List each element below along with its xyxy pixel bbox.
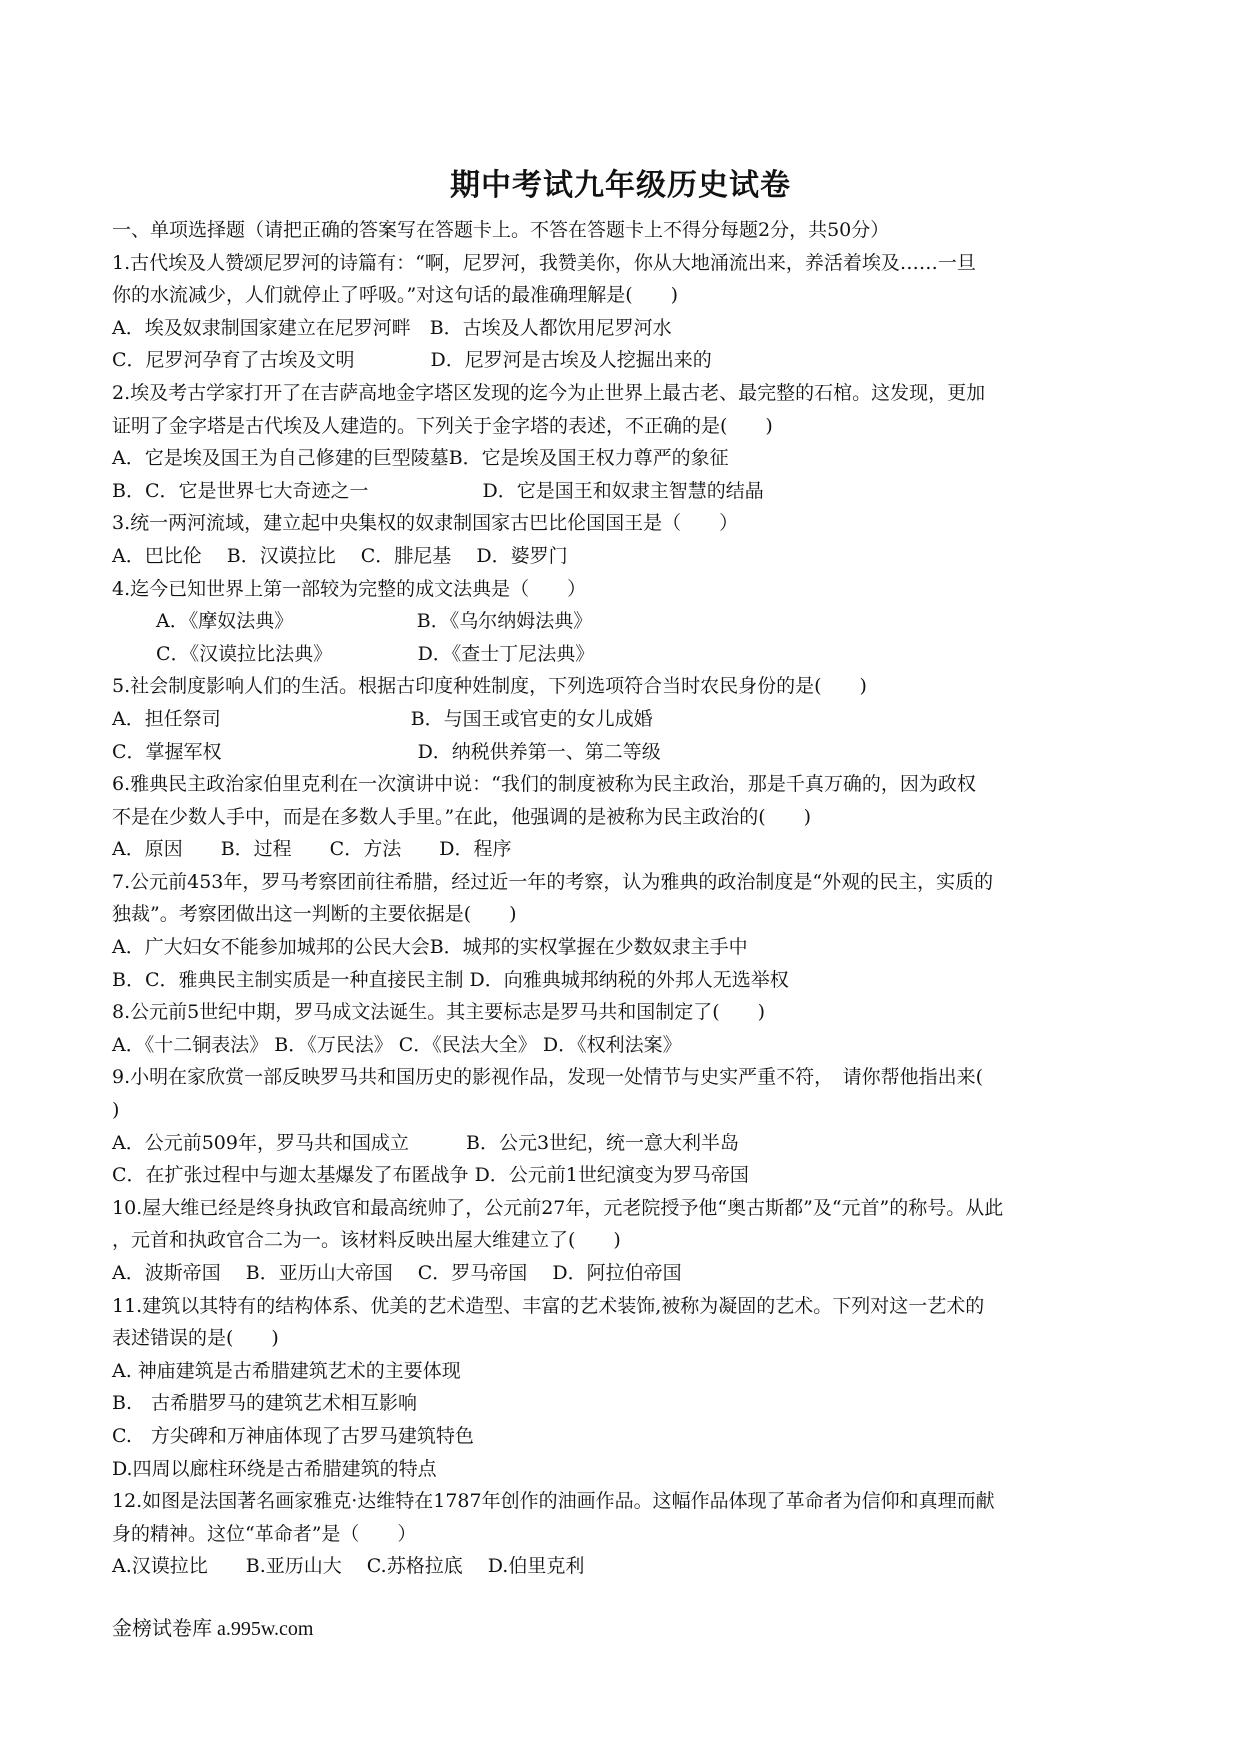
text-line: D.四周以廊柱环绕是古希腊建筑的特点 [112,1457,437,1480]
text-line: A. 神庙建筑是古希腊建筑艺术的主要体现 [112,1359,461,1382]
text-line: 6.雅典民主政治家伯里克利在一次演讲中说：“我们的制度被称为民主政治，那是千真万确的，因为政权 [112,773,976,796]
text-line: 独裁”。考察团做出这一判断的主要依据是( ) [112,903,517,926]
text-line: 4.迄今已知世界上第一部较为完整的成文法典是（ ） [112,577,587,600]
text-line: 8.公元前5世纪中期，罗马成文法诞生。其主要标志是罗马共和国制定了( ) [112,1001,766,1024]
question-lines [112,247,1132,1583]
text-line: 3.统一两河流域，建立起中央集权的奴隶制国家古巴比伦国国王是（ ） [112,512,739,535]
text-line: A．原因 B．过程 C．方法 D．程序 [112,838,512,861]
text-line: A．担任祭司 B．与国王或官吏的女儿成婚 [112,707,653,730]
text-line: C．掌握军权 D．纳税供养第一、第二等级 [112,740,661,763]
text-line: B. 古希腊罗马的建筑艺术相互影响 [112,1392,418,1415]
text-line: C．《汉谟拉比法典》 D．《查士丁尼法典》 [112,642,595,665]
text-line: 9.小明在家欣赏一部反映罗马共和国历史的影视作品，发现一处情节与史实严重不符， 请你帮他指出来( [112,1066,984,1089]
text-line: ) [112,1099,120,1122]
text-line: 10.屋大维已经是终身执政官和最高统帅了，公元前27年，元老院授予他“奥古斯都”及“元首”的称号。从此 [112,1196,1004,1219]
exam-content [112,214,1132,1583]
page-title: 期中考试九年级历史试卷 [450,168,791,203]
text-line: A．《摩奴法典》 B．《乌尔纳姆法典》 [112,610,593,633]
text-line: A．广大妇女不能参加城邦的公民大会B．城邦的实权掌握在少数奴隶主手中 [112,936,748,959]
text-line: C. 方尖碑和万神庙体现了古罗马建筑特色 [112,1424,474,1447]
text-line: 2.埃及考古学家打开了在吉萨高地金字塔区发现的迄今为止世界上最古老、最完整的石棺。这发现，更加 [112,381,986,404]
text-line: A．埃及奴隶制国家建立在尼罗河畔 B．古埃及人都饮用尼罗河水 [112,316,672,339]
text-line: B．C．雅典民主制实质是一种直接民主制 D．向雅典城邦纳税的外邦人无选举权 [112,968,789,991]
text-line: A．公元前509年，罗马共和国成立 B．公元3世纪，统一意大利半岛 [112,1131,740,1154]
text-line: A．它是埃及国王为自己修建的巨型陵墓B．它是埃及国王权力尊严的象征 [112,447,729,470]
text-line: A．波斯帝国 B．亚历山大帝国 C．罗马帝国 D．阿拉伯帝国 [112,1262,682,1284]
text-line: A．巴比伦 B．汉谟拉比 C．腓尼基 D．婆罗门 [112,544,568,567]
section-heading: 一、单项选择题（请把正确的答案写在答题卡上。不答在答题卡上不得分每题2分，共50分） [112,219,890,241]
text-line: 证明了金字塔是古代埃及人建造的。下列关于金字塔的表述，不正确的是( ) [112,414,773,437]
text-line: 表述错误的是( ) [112,1327,279,1350]
text-line: C．尼罗河孕育了古埃及文明 D．尼罗河是古埃及人挖掘出来的 [112,349,712,372]
text-line: 你的水流减少，人们就停止了呼吸。”对这句话的最准确理解是( ) [112,284,679,307]
text-line: B．C．它是世界七大奇迹之一 D．它是国王和奴隶主智慧的结晶 [112,479,764,502]
text-line: ，元首和执政官合二为一。该材料反映出屋大维建立了( ) [112,1229,621,1252]
text-line: 7.公元前453年，罗马考察团前往希腊，经过近一年的考察，认为雅典的政治制度是“外观的民主，实质的 [112,870,994,893]
text-line: 1.古代埃及人赞颂尼罗河的诗篇有：“啊，尼罗河，我赞美你，你从大地涌流出来，养活着埃及……一旦 [112,251,976,274]
text-line: 12.如图是法国著名画家雅克·达维特在1787年创作的油画作品。这幅作品体现了革命者为信仰和真理而献 [112,1490,995,1513]
text-line: A．《十二铜表法》 B．《万民法》 C．《民法大全》 D．《权利法案》 [112,1033,682,1056]
text-line: A.汉谟拉比 B.亚历山大 C.苏格拉底 D.伯里克利 [112,1555,585,1578]
text-line: 身的精神。这位“革命者”是（ ） [112,1522,417,1545]
text-line: C．在扩张过程中与迦太基爆发了布匿战争 D．公元前1世纪演变为罗马帝国 [112,1164,749,1187]
text-line: 11.建筑以其特有的结构体系、优美的艺术造型、丰富的艺术装饰,被称为凝固的艺术。下列对这一艺术的 [112,1294,985,1317]
text-line: 5.社会制度影响人们的生活。根据古印度种姓制度，下列选项符合当时农民身份的是( ) [112,675,867,698]
footer-watermark: 金榜试卷库 a.995w.com [112,1618,314,1640]
text-line: 不是在少数人手中，而是在多数人手里。”在此，他强调的是被称为民主政治的( ) [112,805,812,828]
